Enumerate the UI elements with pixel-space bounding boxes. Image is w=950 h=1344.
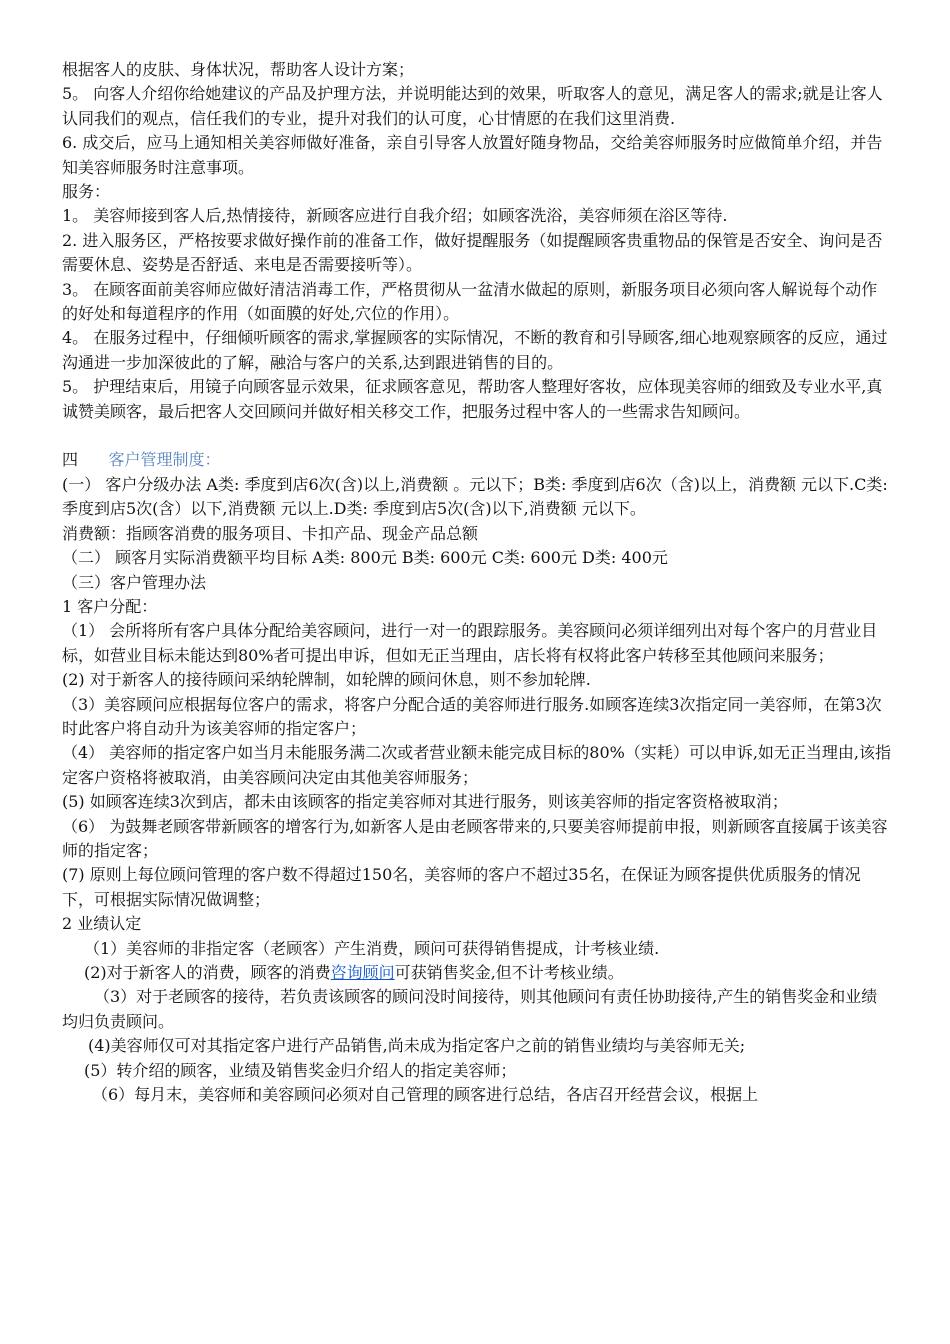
paragraph: （3）美容顾问应根据每位客户的需求，将客户分配合适的美容师进行服务.如顾客连续3次指定同一美容师，在第3次时此客户将自动升为该美容师的指定客户； bbox=[62, 694, 882, 738]
paragraph: (5) 如顾客连续3次到店，都未由该顾客的指定美容师对其进行服务，则该美容师的指定客资格被取消； bbox=[62, 792, 788, 812]
paragraph: （6）每月末，美容师和美容顾问必须对自己管理的顾客进行总结，各店召开经营会议，根据上 bbox=[92, 1085, 759, 1105]
paragraph: (4)美容师仅可对其指定客户进行产品销售,尚未成为指定客户之前的销售业绩均与美容师无关; bbox=[88, 1036, 746, 1056]
blank-line bbox=[62, 424, 892, 448]
paragraph: 根据客人的皮肤、身体状况，帮助客人设计方案； bbox=[62, 60, 415, 79]
paragraph: (2) 对于新客人的接待顾问采纳轮牌制，如轮牌的顾问休息，则不参加轮牌. bbox=[62, 670, 591, 690]
paragraph bbox=[62, 985, 892, 1034]
paragraph: （1） 会所将所有客户具体分配给美容顾问，进行一对一的跟踪服务。美容顾问必须详细列出对每个客户的月营业目标，如营业目标未能达到80%者可提出申诉，但如无正当理由，店长将有权将此客户转移至其他顾问来服务； bbox=[62, 621, 878, 665]
paragraph: 消费额：指顾客消费的服务项目、卡扣产品、现金产品总额 bbox=[62, 523, 479, 543]
paragraph: 3。 在顾客面前美容师应做好清洁消毒工作，严格贯彻从一盆清水做起的原则，新服务项目必须向客人解说每个动作的好处和每道程序的作用（如面膜的好处,穴位的作用）。 bbox=[62, 279, 878, 324]
paragraph: (一） 客户分级办法 A类: 季度到店6次(含)以上,消费额 。元以下；B类: 季度到店6次（含)以上，消费额 元以下.C类: 季度到店5次(含）以下,消费额 元以上.D类: 季度到店5次(含)以下,消费额 元以下。 bbox=[62, 474, 888, 519]
paragraph: 5。 护理结束后，用镜子向顾客显示效果，征求顾客意见，帮助客人整理好客妆，应体现美容师的细致及专业水平,真诚赞美顾客，最后把客人交回顾问并做好相关移交工作，把服务过程中客人的一些需求告知顾问。 bbox=[62, 377, 883, 421]
paragraph: 1。 美容师接到客人后,热情接待，新顾客应进行自我介绍；如顾客洗浴，美容师须在浴区等待. bbox=[62, 206, 728, 226]
section-heading bbox=[62, 448, 892, 472]
paragraph: 1 客户分配： bbox=[62, 596, 158, 616]
document-page bbox=[62, 58, 892, 1107]
paragraph: (7) 原则上每位顾问管理的客户数不得超过150名，美容师的客户不超过35名，在保证为顾客提供优质服务的情况下，可根据实际情况做调整； bbox=[62, 865, 861, 909]
paragraph: (5）转介绍的顾客，业绩及销售奖金归介绍人的指定美容师； bbox=[84, 1060, 517, 1080]
paragraph: （6） 为鼓舞老顾客带新顾客的增客行为,如新客人是由老顾客带来的,只要美容师提前申报，则新顾客直接属于该美容师的指定客； bbox=[62, 816, 888, 860]
paragraph: （1）美容师的非指定客（老顾客）产生消费，顾问可获得销售提成，计考核业绩. bbox=[84, 938, 660, 958]
paragraph: （二） 顾客月实际消费额平均目标 A类: 800元 B类: 600元 C类: 600元 D类: 400元 bbox=[62, 548, 668, 568]
consultant-link[interactable]: 咨询顾问 bbox=[330, 963, 395, 983]
section-title: 客户管理制度： bbox=[108, 450, 221, 470]
paragraph: （4） 美容师的指定客户如当月未能服务满二次或者营业额未能完成目标的80%（实耗）可以申诉,如无正当理由,该指定客户资格将被取消，由美容顾问决定由其他美容师服务； bbox=[62, 743, 892, 787]
section-number: 四 bbox=[62, 450, 79, 470]
text-span: (2)对于新客人的消费，顾客的消费 bbox=[84, 963, 331, 983]
paragraph: （三）客户管理办法 bbox=[62, 572, 207, 592]
text-span: 可获销售奖金,但不计考核业绩。 bbox=[394, 963, 624, 983]
text-span: （3）对于老顾客的接待，若负责该顾客的顾问没时间接待，则其他顾问有责任协助接待,产生的销售奖金和业绩均归负责顾问。 bbox=[62, 987, 878, 1031]
section-label-service: 服务： bbox=[62, 182, 111, 202]
paragraph: 4。 在服务过程中，仔细倾听顾客的需求,掌握顾客的实际情况，不断的教育和引导顾客,细心地观察顾客的反应，通过沟通进一步加深彼此的了解，融洽与客户的关系,达到跟进销售的目的。 bbox=[62, 328, 888, 372]
paragraph: 6. 成交后，应马上通知相关美容师做好准备，亲自引导客人放置好随身物品，交给美容师服务时应做简单介绍，并告知美容师服务时注意事项。 bbox=[62, 133, 883, 177]
paragraph bbox=[62, 961, 892, 985]
paragraph: 5。 向客人介绍你给她建议的产品及护理方法，并说明能达到的效果，听取客人的意见，满足客人的需求;就是让客人认同我们的观点，信任我们的专业，提升对我们的认可度，心甘情愿的在我们这里消费. bbox=[62, 84, 883, 128]
paragraph: 2 业绩认定 bbox=[62, 914, 142, 934]
paragraph: 2. 进入服务区，严格按要求做好操作前的准备工作，做好提醒服务（如提醒顾客贵重物品的保管是否安全、询问是否需要休息、姿势是否舒适、来电是否需要接听等）。 bbox=[62, 230, 883, 275]
